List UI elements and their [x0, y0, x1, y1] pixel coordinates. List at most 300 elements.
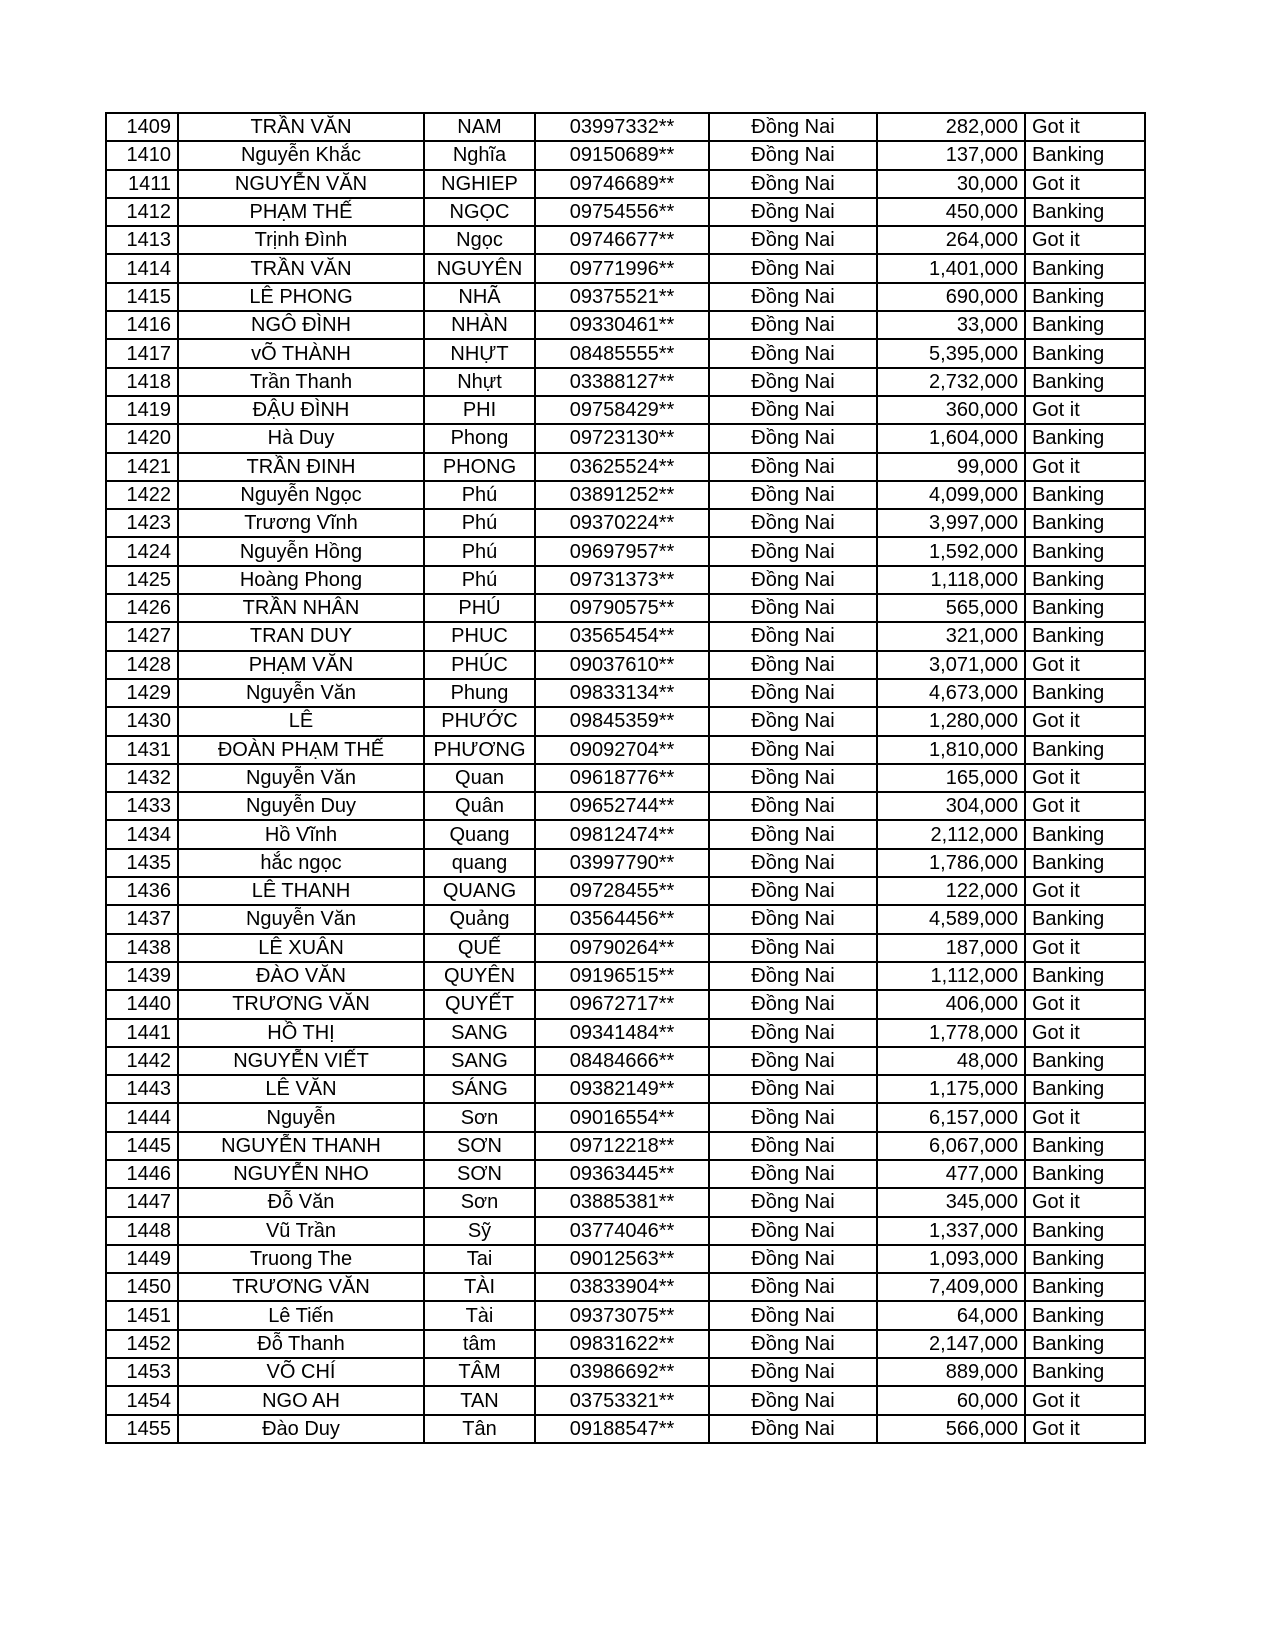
table-row	[106, 1075, 1145, 1103]
status-cell: Banking	[1025, 1132, 1145, 1160]
amount-cell: 2,732,000	[877, 368, 1025, 396]
amount-cell: 187,000	[877, 934, 1025, 962]
first-name-cell: PHƯỚC	[424, 707, 535, 735]
first-name-cell: NAM	[424, 113, 535, 141]
row-number-cell: 1437	[106, 905, 178, 933]
last-name-cell: Trần Thanh	[178, 368, 424, 396]
last-name-cell: Nguyễn Văn	[178, 764, 424, 792]
province-cell: Đồng Nai	[709, 481, 877, 509]
province-cell: Đồng Nai	[709, 1188, 877, 1216]
table-row	[106, 1047, 1145, 1075]
amount-cell: 48,000	[877, 1047, 1025, 1075]
table-row	[106, 453, 1145, 481]
province-cell: Đồng Nai	[709, 1415, 877, 1443]
phone-cell: 09731373**	[535, 566, 709, 594]
province-cell: Đồng Nai	[709, 990, 877, 1018]
first-name-cell: Phú	[424, 566, 535, 594]
last-name-cell: NGUYỄN THANH	[178, 1132, 424, 1160]
table-row	[106, 368, 1145, 396]
status-cell: Banking	[1025, 594, 1145, 622]
province-cell: Đồng Nai	[709, 368, 877, 396]
status-cell: Banking	[1025, 481, 1145, 509]
province-cell: Đồng Nai	[709, 877, 877, 905]
last-name-cell: hắc ngọc	[178, 849, 424, 877]
table-row	[106, 622, 1145, 650]
last-name-cell: NGUYỄN VIẾT	[178, 1047, 424, 1075]
table-row	[106, 934, 1145, 962]
first-name-cell: SANG	[424, 1019, 535, 1047]
amount-cell: 7,409,000	[877, 1273, 1025, 1301]
row-number-cell: 1430	[106, 707, 178, 735]
status-cell: Banking	[1025, 679, 1145, 707]
phone-cell: 09746689**	[535, 170, 709, 198]
province-cell: Đồng Nai	[709, 707, 877, 735]
phone-cell: 09758429**	[535, 396, 709, 424]
phone-cell: 09150689**	[535, 141, 709, 169]
table-row	[106, 226, 1145, 254]
status-cell: Banking	[1025, 311, 1145, 339]
province-cell: Đồng Nai	[709, 1273, 877, 1301]
province-cell: Đồng Nai	[709, 594, 877, 622]
table-row	[106, 170, 1145, 198]
province-cell: Đồng Nai	[709, 226, 877, 254]
status-cell: Banking	[1025, 424, 1145, 452]
last-name-cell: ĐÀO VĂN	[178, 962, 424, 990]
first-name-cell: SƠN	[424, 1160, 535, 1188]
row-number-cell: 1446	[106, 1160, 178, 1188]
table-row	[106, 566, 1145, 594]
table-row	[106, 820, 1145, 848]
first-name-cell: PHÚ	[424, 594, 535, 622]
last-name-cell: TRAN DUY	[178, 622, 424, 650]
last-name-cell: TRẦN VĂN	[178, 113, 424, 141]
amount-cell: 690,000	[877, 283, 1025, 311]
province-cell: Đồng Nai	[709, 736, 877, 764]
row-number-cell: 1455	[106, 1415, 178, 1443]
phone-cell: 09196515**	[535, 962, 709, 990]
phone-cell: 09188547**	[535, 1415, 709, 1443]
status-cell: Banking	[1025, 622, 1145, 650]
first-name-cell: Nhựt	[424, 368, 535, 396]
first-name-cell: Quân	[424, 792, 535, 820]
status-cell: Banking	[1025, 1075, 1145, 1103]
last-name-cell: Đào Duy	[178, 1415, 424, 1443]
phone-cell: 09712218**	[535, 1132, 709, 1160]
first-name-cell: Sơn	[424, 1188, 535, 1216]
status-cell: Got it	[1025, 792, 1145, 820]
province-cell: Đồng Nai	[709, 651, 877, 679]
table-row	[106, 481, 1145, 509]
first-name-cell: Quảng	[424, 905, 535, 933]
status-cell: Banking	[1025, 820, 1145, 848]
first-name-cell: QUYÊN	[424, 962, 535, 990]
table-row	[106, 1386, 1145, 1414]
province-cell: Đồng Nai	[709, 792, 877, 820]
first-name-cell: QUYẾT	[424, 990, 535, 1018]
table-row	[106, 594, 1145, 622]
status-cell: Got it	[1025, 1103, 1145, 1131]
province-cell: Đồng Nai	[709, 198, 877, 226]
last-name-cell: VÕ CHÍ	[178, 1358, 424, 1386]
first-name-cell: Phung	[424, 679, 535, 707]
phone-cell: 09370224**	[535, 509, 709, 537]
amount-cell: 1,337,000	[877, 1217, 1025, 1245]
first-name-cell: QUANG	[424, 877, 535, 905]
table-row	[106, 1358, 1145, 1386]
first-name-cell: Tài	[424, 1301, 535, 1329]
last-name-cell: Hà Duy	[178, 424, 424, 452]
province-cell: Đồng Nai	[709, 113, 877, 141]
phone-cell: 09375521**	[535, 283, 709, 311]
status-cell: Got it	[1025, 1188, 1145, 1216]
phone-cell: 09330461**	[535, 311, 709, 339]
table-row	[106, 424, 1145, 452]
phone-cell: 08484666**	[535, 1047, 709, 1075]
last-name-cell: LÊ	[178, 707, 424, 735]
phone-cell: 09373075**	[535, 1301, 709, 1329]
row-number-cell: 1431	[106, 736, 178, 764]
phone-cell: 09771996**	[535, 254, 709, 282]
table-row	[106, 792, 1145, 820]
row-number-cell: 1442	[106, 1047, 178, 1075]
phone-cell: 09833134**	[535, 679, 709, 707]
row-number-cell: 1422	[106, 481, 178, 509]
phone-cell: 03885381**	[535, 1188, 709, 1216]
row-number-cell: 1413	[106, 226, 178, 254]
last-name-cell: NGO AH	[178, 1386, 424, 1414]
last-name-cell: Nguyễn Văn	[178, 679, 424, 707]
row-number-cell: 1425	[106, 566, 178, 594]
status-cell: Banking	[1025, 1330, 1145, 1358]
first-name-cell: TÀI	[424, 1273, 535, 1301]
status-cell: Banking	[1025, 1358, 1145, 1386]
amount-cell: 122,000	[877, 877, 1025, 905]
amount-cell: 566,000	[877, 1415, 1025, 1443]
status-cell: Banking	[1025, 566, 1145, 594]
last-name-cell: Nguyễn Hồng	[178, 537, 424, 565]
phone-cell: 09363445**	[535, 1160, 709, 1188]
amount-cell: 4,099,000	[877, 481, 1025, 509]
amount-cell: 450,000	[877, 198, 1025, 226]
table-row	[106, 113, 1145, 141]
amount-cell: 1,778,000	[877, 1019, 1025, 1047]
phone-cell: 08485555**	[535, 339, 709, 367]
row-number-cell: 1445	[106, 1132, 178, 1160]
row-number-cell: 1415	[106, 283, 178, 311]
amount-cell: 60,000	[877, 1386, 1025, 1414]
province-cell: Đồng Nai	[709, 1217, 877, 1245]
last-name-cell: PHẠM THẾ	[178, 198, 424, 226]
status-cell: Got it	[1025, 707, 1145, 735]
last-name-cell: Hồ Vĩnh	[178, 820, 424, 848]
row-number-cell: 1447	[106, 1188, 178, 1216]
province-cell: Đồng Nai	[709, 170, 877, 198]
phone-cell: 09618776**	[535, 764, 709, 792]
province-cell: Đồng Nai	[709, 1047, 877, 1075]
first-name-cell: PHI	[424, 396, 535, 424]
amount-cell: 304,000	[877, 792, 1025, 820]
table-row	[106, 849, 1145, 877]
status-cell: Banking	[1025, 905, 1145, 933]
last-name-cell: Đỗ Thanh	[178, 1330, 424, 1358]
first-name-cell: Ngọc	[424, 226, 535, 254]
province-cell: Đồng Nai	[709, 424, 877, 452]
amount-cell: 1,175,000	[877, 1075, 1025, 1103]
amount-cell: 1,280,000	[877, 707, 1025, 735]
table-row	[106, 509, 1145, 537]
row-number-cell: 1433	[106, 792, 178, 820]
phone-cell: 09037610**	[535, 651, 709, 679]
amount-cell: 1,112,000	[877, 962, 1025, 990]
amount-cell: 1,604,000	[877, 424, 1025, 452]
status-cell: Got it	[1025, 1019, 1145, 1047]
amount-cell: 99,000	[877, 453, 1025, 481]
province-cell: Đồng Nai	[709, 1386, 877, 1414]
row-number-cell: 1439	[106, 962, 178, 990]
province-cell: Đồng Nai	[709, 453, 877, 481]
first-name-cell: quang	[424, 849, 535, 877]
first-name-cell: PHUC	[424, 622, 535, 650]
amount-cell: 3,997,000	[877, 509, 1025, 537]
amount-cell: 565,000	[877, 594, 1025, 622]
row-number-cell: 1410	[106, 141, 178, 169]
last-name-cell: Hoàng Phong	[178, 566, 424, 594]
amount-cell: 345,000	[877, 1188, 1025, 1216]
last-name-cell: NGÔ ĐÌNH	[178, 311, 424, 339]
last-name-cell: Vũ Trần	[178, 1217, 424, 1245]
status-cell: Got it	[1025, 877, 1145, 905]
data-table	[105, 112, 1146, 1444]
row-number-cell: 1441	[106, 1019, 178, 1047]
last-name-cell: HỒ THỊ	[178, 1019, 424, 1047]
last-name-cell: NGUYỄN NHO	[178, 1160, 424, 1188]
first-name-cell: tâm	[424, 1330, 535, 1358]
status-cell: Banking	[1025, 283, 1145, 311]
status-cell: Got it	[1025, 651, 1145, 679]
phone-cell: 03564456**	[535, 905, 709, 933]
last-name-cell: Lê Tiến	[178, 1301, 424, 1329]
status-cell: Banking	[1025, 254, 1145, 282]
last-name-cell: Trịnh Đình	[178, 226, 424, 254]
amount-cell: 264,000	[877, 226, 1025, 254]
amount-cell: 1,810,000	[877, 736, 1025, 764]
province-cell: Đồng Nai	[709, 622, 877, 650]
first-name-cell: Phú	[424, 537, 535, 565]
first-name-cell: Nghĩa	[424, 141, 535, 169]
province-cell: Đồng Nai	[709, 537, 877, 565]
row-number-cell: 1444	[106, 1103, 178, 1131]
first-name-cell: NHÃ	[424, 283, 535, 311]
status-cell: Banking	[1025, 1273, 1145, 1301]
table-row	[106, 707, 1145, 735]
phone-cell: 09382149**	[535, 1075, 709, 1103]
amount-cell: 321,000	[877, 622, 1025, 650]
province-cell: Đồng Nai	[709, 679, 877, 707]
status-cell: Got it	[1025, 170, 1145, 198]
table-row	[106, 651, 1145, 679]
phone-cell: 09672717**	[535, 990, 709, 1018]
amount-cell: 6,157,000	[877, 1103, 1025, 1131]
table-row	[106, 1273, 1145, 1301]
row-number-cell: 1449	[106, 1245, 178, 1273]
last-name-cell: NGUYỄN VĂN	[178, 170, 424, 198]
last-name-cell: LÊ XUÂN	[178, 934, 424, 962]
table-row	[106, 1217, 1145, 1245]
phone-cell: 03997332**	[535, 113, 709, 141]
first-name-cell: TAN	[424, 1386, 535, 1414]
row-number-cell: 1429	[106, 679, 178, 707]
row-number-cell: 1409	[106, 113, 178, 141]
province-cell: Đồng Nai	[709, 1132, 877, 1160]
status-cell: Banking	[1025, 849, 1145, 877]
last-name-cell: Nguyễn Duy	[178, 792, 424, 820]
province-cell: Đồng Nai	[709, 283, 877, 311]
table-row	[106, 198, 1145, 226]
status-cell: Banking	[1025, 1301, 1145, 1329]
first-name-cell: NGUYÊN	[424, 254, 535, 282]
table-row	[106, 396, 1145, 424]
province-cell: Đồng Nai	[709, 1330, 877, 1358]
row-number-cell: 1423	[106, 509, 178, 537]
row-number-cell: 1426	[106, 594, 178, 622]
row-number-cell: 1418	[106, 368, 178, 396]
status-cell: Banking	[1025, 962, 1145, 990]
province-cell: Đồng Nai	[709, 1245, 877, 1273]
first-name-cell: NHỰT	[424, 339, 535, 367]
table-row	[106, 905, 1145, 933]
amount-cell: 2,112,000	[877, 820, 1025, 848]
first-name-cell: NGHIEP	[424, 170, 535, 198]
status-cell: Got it	[1025, 396, 1145, 424]
last-name-cell: Nguyễn Ngọc	[178, 481, 424, 509]
table-row	[106, 1188, 1145, 1216]
last-name-cell: Truong The	[178, 1245, 424, 1273]
status-cell: Got it	[1025, 453, 1145, 481]
table-row	[106, 1415, 1145, 1443]
status-cell: Got it	[1025, 226, 1145, 254]
status-cell: Banking	[1025, 509, 1145, 537]
phone-cell: 03774046**	[535, 1217, 709, 1245]
phone-cell: 09092704**	[535, 736, 709, 764]
table-row	[106, 283, 1145, 311]
status-cell: Got it	[1025, 764, 1145, 792]
amount-cell: 406,000	[877, 990, 1025, 1018]
first-name-cell: Sơn	[424, 1103, 535, 1131]
last-name-cell: LÊ PHONG	[178, 283, 424, 311]
phone-cell: 09831622**	[535, 1330, 709, 1358]
phone-cell: 09016554**	[535, 1103, 709, 1131]
province-cell: Đồng Nai	[709, 764, 877, 792]
amount-cell: 5,395,000	[877, 339, 1025, 367]
amount-cell: 137,000	[877, 141, 1025, 169]
table-row	[106, 679, 1145, 707]
phone-cell: 09012563**	[535, 1245, 709, 1273]
row-number-cell: 1427	[106, 622, 178, 650]
first-name-cell: NGỌC	[424, 198, 535, 226]
last-name-cell: ĐẬU ĐÌNH	[178, 396, 424, 424]
row-number-cell: 1434	[106, 820, 178, 848]
status-cell: Got it	[1025, 1415, 1145, 1443]
table-row	[106, 962, 1145, 990]
phone-cell: 03986692**	[535, 1358, 709, 1386]
status-cell: Banking	[1025, 198, 1145, 226]
amount-cell: 1,592,000	[877, 537, 1025, 565]
last-name-cell: PHẠM VĂN	[178, 651, 424, 679]
status-cell: Banking	[1025, 537, 1145, 565]
amount-cell: 1,118,000	[877, 566, 1025, 594]
table-row	[106, 1132, 1145, 1160]
row-number-cell: 1417	[106, 339, 178, 367]
first-name-cell: Quang	[424, 820, 535, 848]
first-name-cell: PHÚC	[424, 651, 535, 679]
last-name-cell: LÊ VĂN	[178, 1075, 424, 1103]
first-name-cell: SÁNG	[424, 1075, 535, 1103]
province-cell: Đồng Nai	[709, 1103, 877, 1131]
row-number-cell: 1414	[106, 254, 178, 282]
status-cell: Banking	[1025, 1245, 1145, 1273]
province-cell: Đồng Nai	[709, 254, 877, 282]
amount-cell: 33,000	[877, 311, 1025, 339]
amount-cell: 3,071,000	[877, 651, 1025, 679]
amount-cell: 4,673,000	[877, 679, 1025, 707]
row-number-cell: 1411	[106, 170, 178, 198]
first-name-cell: Phú	[424, 481, 535, 509]
province-cell: Đồng Nai	[709, 141, 877, 169]
row-number-cell: 1453	[106, 1358, 178, 1386]
first-name-cell: SANG	[424, 1047, 535, 1075]
status-cell: Banking	[1025, 339, 1145, 367]
last-name-cell: Nguyễn	[178, 1103, 424, 1131]
first-name-cell: PHONG	[424, 453, 535, 481]
amount-cell: 4,589,000	[877, 905, 1025, 933]
phone-cell: 09723130**	[535, 424, 709, 452]
row-number-cell: 1420	[106, 424, 178, 452]
province-cell: Đồng Nai	[709, 509, 877, 537]
amount-cell: 1,401,000	[877, 254, 1025, 282]
row-number-cell: 1416	[106, 311, 178, 339]
province-cell: Đồng Nai	[709, 396, 877, 424]
table-row	[106, 990, 1145, 1018]
row-number-cell: 1440	[106, 990, 178, 1018]
row-number-cell: 1435	[106, 849, 178, 877]
province-cell: Đồng Nai	[709, 905, 877, 933]
phone-cell: 03997790**	[535, 849, 709, 877]
last-name-cell: ĐOÀN PHẠM THẾ	[178, 736, 424, 764]
amount-cell: 282,000	[877, 113, 1025, 141]
row-number-cell: 1438	[106, 934, 178, 962]
phone-cell: 09341484**	[535, 1019, 709, 1047]
province-cell: Đồng Nai	[709, 1160, 877, 1188]
table-row	[106, 254, 1145, 282]
status-cell: Banking	[1025, 368, 1145, 396]
phone-cell: 03833904**	[535, 1273, 709, 1301]
row-number-cell: 1428	[106, 651, 178, 679]
row-number-cell: 1448	[106, 1217, 178, 1245]
row-number-cell: 1436	[106, 877, 178, 905]
row-number-cell: 1452	[106, 1330, 178, 1358]
row-number-cell: 1450	[106, 1273, 178, 1301]
status-cell: Banking	[1025, 141, 1145, 169]
row-number-cell: 1419	[106, 396, 178, 424]
table-row	[106, 877, 1145, 905]
amount-cell: 165,000	[877, 764, 1025, 792]
amount-cell: 64,000	[877, 1301, 1025, 1329]
row-number-cell: 1454	[106, 1386, 178, 1414]
province-cell: Đồng Nai	[709, 962, 877, 990]
table-row	[106, 1301, 1145, 1329]
first-name-cell: Tân	[424, 1415, 535, 1443]
phone-cell: 09652744**	[535, 792, 709, 820]
